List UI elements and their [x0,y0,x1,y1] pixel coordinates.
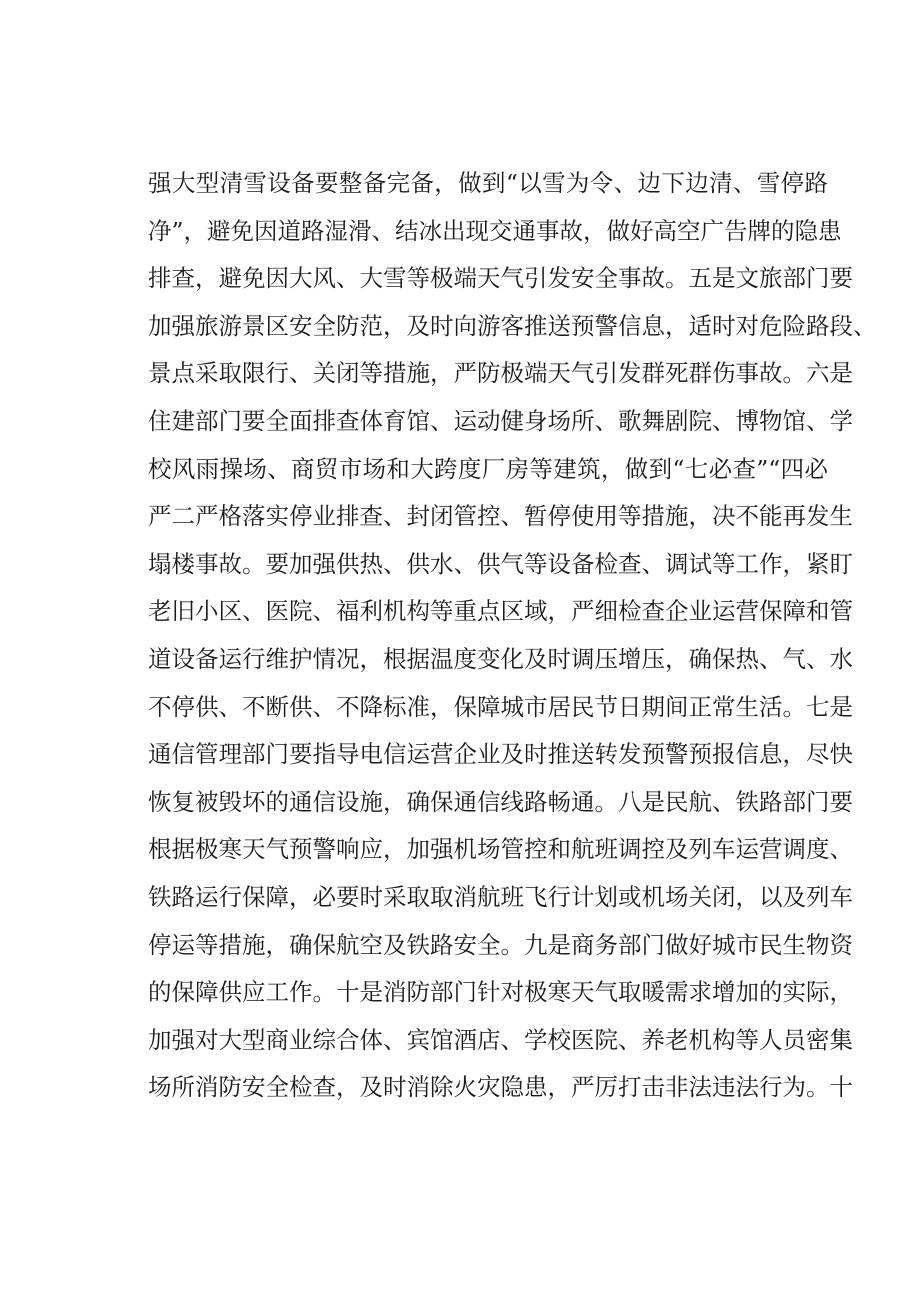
text-line: 老旧小区、医院、福利机构等重点区域，严细检查企业运营保障和管 [148,597,853,626]
text-line: 加强旅游景区安全防范，及时向游客推送预警信息，适时对危险路段、 [148,311,877,340]
text-line: 根据极寒天气预警响应，加强机场管控和航班调控及列车运营调度、 [148,835,853,864]
text-line: 景点采取限行、关闭等措施，严防极端天气引发群死群伤事故。六是 [148,359,853,388]
body-text [148,160,877,1112]
text-line: 塌楼事故。要加强供热、供水、供气等设备检查、调试等工作，紧盯 [148,549,853,578]
text-line: 净”，避免因道路湿滑、结冰出现交通事故，做好高空广告牌的隐患 [148,216,842,245]
text-line: 严二严格落实停业排查、封闭管控、暂停使用等措施，决不能再发生 [148,502,853,531]
text-line: 铁路运行保障，必要时采取取消航班飞行计划或机场关闭，以及列车 [148,882,853,911]
text-line: 强大型清雪设备要整备完备，做到“以雪为令、边下边清、雪停路 [148,169,828,197]
text-line: 停运等措施，确保航空及铁路安全。九是商务部门做好城市民生物资 [148,930,853,959]
text-line: 道设备运行维护情况，根据温度变化及时调压增压，确保热、气、水 [148,644,853,673]
text-line: 场所消防安全检查，及时消除火灾隐患，严厉打击非法违法行为。十 [148,1073,853,1102]
text-line: 加强对大型商业综合体、宾馆酒店、学校医院、养老机构等人员密集 [148,1025,853,1054]
text-line: 住建部门要全面排查体育馆、运动健身场所、歌舞剧院、博物馆、学 [148,406,853,435]
text-line: 恢复被毁坏的通信设施，确保通信线路畅通。八是民航、铁路部门要 [148,787,853,816]
text-line: 校风雨操场、商贸市场和大跨度厂房等建筑，做到“七必查”“四必 [148,454,828,483]
text-line: 通信管理部门要指导电信运营企业及时推送转发预警预报信息，尽快 [148,740,853,769]
text-line: 排查，避免因大风、大雪等极端天气引发安全事故。五是文旅部门要 [148,264,853,293]
text-line: 不停供、不断供、不降标准，保障城市居民节日期间正常生活。七是 [148,692,853,721]
text-line: 的保障供应工作。十是消防部门针对极寒天气取暖需求增加的实际， [148,978,853,1007]
